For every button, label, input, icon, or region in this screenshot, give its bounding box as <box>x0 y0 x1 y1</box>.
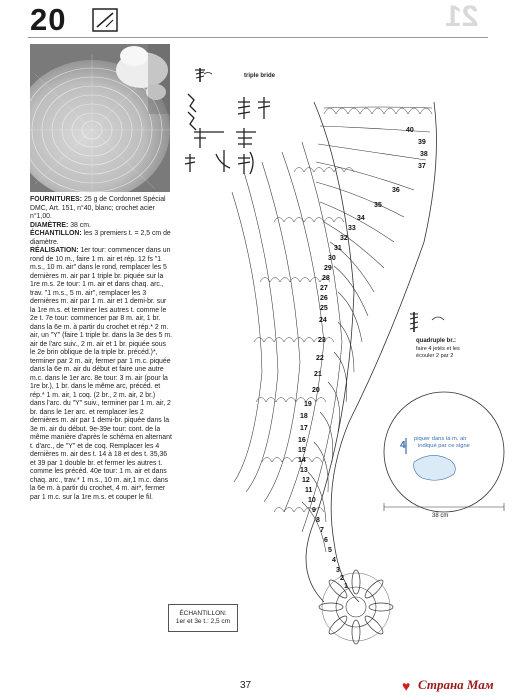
round-number: 16 <box>298 437 306 444</box>
round-number: 3 <box>336 567 340 574</box>
round-number: 9 <box>312 507 316 514</box>
sample-label: ÉCHANTILLON: <box>179 610 227 617</box>
doily-photo <box>30 44 170 192</box>
quadruple-legend <box>410 312 460 359</box>
diametre-text: 38 cm. <box>70 221 91 229</box>
round-number: 13 <box>300 467 308 474</box>
round-number: 19 <box>304 401 312 408</box>
sample-box <box>168 604 238 632</box>
round-number: 18 <box>300 413 308 420</box>
crochet-diagram <box>174 42 514 682</box>
diametre-label: DIAMÈTRE: <box>30 221 69 229</box>
round-number: 40 <box>406 127 414 134</box>
page-number: 37 <box>240 680 252 691</box>
round-number: 38 <box>420 151 428 158</box>
header <box>0 0 515 42</box>
round-number: 4 <box>332 557 336 564</box>
round-number: 2 <box>340 575 344 582</box>
round-number: 34 <box>357 215 365 222</box>
realisation-text: 1er tour: commencer dans un rond de 10 m., faire 1 m. air et rép. 12 fs "1 m.s., 10 m. air" dans le rond, remplacer les 5 dernières m. air par 1 triple br. piquée sur la 1re m.s. 2e tour: 1 m. air et dans chaq. arc., trav. "1 m.s., 5 m. air", remplacer les 3 dernières m. air par 1 m. air et 1 demi-br. sur la 1re m.s. et terminer les autres t. comme le 2e t. 7e tour: commencer par 8 m. air, 1 br. dans la 6e m. à partir du crochet et rép.* 2 m. air, un "Y" (faire 1 triple br. dans la 3e des 5 m. air de l'arc suiv., 2 m. air et 1 br. piquée sous le 2e brin oblique de la triple br. précéd.)*, terminer par 2 m. air, fermer par 1 m.c. piquée dans la 6e m. air du début et faire une autre m.c. dans le 1er arc. 8e tour: 3 m. air (pour la 1re br.), 1 br. dans le même arc, précéd. et rép.* 1 m. air, 1 coq. (2 br., 2 m. air, 2 br.) dans l'arc. du "Y" suiv., terminer par 1 m. air, 2 br. dans le 1er arc. et remplacer les 2 dernières m. air par 1 demi-br. piquée dans la 3e m. air du début. 9e-39e tour: cont. de la même manière d'après le schéma en alternant t. d'arc., de "Y" et de coq. Remplacer les 4 dernières m. air des t. 14 à 18 et des t. 35,36 et 39 par 1 double br. et fermer les autres t. comme les précéd. 40e tour: 1 m. air et dans chaq. arc., trav.* 1 m.s., 10 m. air,1 m.c. dans la 6e m. à partir du crochet, 4 m. air*, fermer par 1 m.c. sur la 1re m.s. et couper le fil. <box>30 247 173 501</box>
round-number: 33 <box>348 225 356 232</box>
round-number: 30 <box>328 255 336 262</box>
header-rule <box>28 37 488 38</box>
ghost-page-number: 21 <box>445 0 479 33</box>
round-number: 32 <box>340 235 348 242</box>
round-number: 22 <box>316 355 324 362</box>
round-number: 23 <box>318 337 326 344</box>
round-number: 25 <box>320 305 328 312</box>
info-circle-text-1: piquer dans la m. air <box>414 436 467 442</box>
size-info <box>384 392 504 519</box>
round-number: 26 <box>320 295 328 302</box>
legend-quadruple-desc-1: faire 4 jetés et les <box>416 346 460 352</box>
watermark <box>400 672 515 700</box>
round-number: 14 <box>298 457 306 464</box>
arc-loops <box>254 108 432 512</box>
round-number: 27 <box>320 285 328 292</box>
info-circle-text-2: indiqué par ce signe <box>418 443 470 449</box>
round-number: 17 <box>300 425 308 432</box>
pattern-number: 20 <box>30 2 67 37</box>
dimension-label: 38 cm <box>432 513 449 519</box>
round-number: 7 <box>320 527 324 534</box>
round-number: 39 <box>418 139 426 146</box>
round-number: 11 <box>305 487 313 494</box>
round-number: 8 <box>316 517 320 524</box>
heart-icon: ♥ <box>402 678 411 694</box>
round-number: 20 <box>312 387 320 394</box>
round-number: 36 <box>392 187 400 194</box>
fournitures-text: 25 g de Cordonnet Spécial DMC, Art. 151, n°40, blanc; crochet acier n°1,00. <box>30 196 166 220</box>
round-number: 5 <box>328 547 332 554</box>
round-number: 6 <box>324 537 328 544</box>
info-circle-number: 4 <box>400 440 406 451</box>
round-number: 15 <box>298 447 306 454</box>
round-number: 10 <box>308 497 316 504</box>
stitch-legend <box>185 68 276 174</box>
round-number: 12 <box>302 477 310 484</box>
round-number: 37 <box>418 163 426 170</box>
round-number: 21 <box>314 371 322 378</box>
doily-chart <box>232 102 436 602</box>
pattern-icon <box>92 8 118 32</box>
round-number: 1 <box>344 583 348 590</box>
legend-triple-bride: triple bride <box>244 73 276 79</box>
legend-quadruple-label: quadruple br.: <box>416 338 457 344</box>
watermark-text: Страна Мам <box>418 677 494 692</box>
fournitures-label: FOURNITURES: <box>30 196 83 203</box>
realisation-label: RÉALISATION: <box>30 247 79 254</box>
center-flower <box>319 570 393 644</box>
round-number: 35 <box>374 202 382 209</box>
echantillon-label: ÉCHANTILLON: <box>30 230 82 237</box>
round-number: 31 <box>334 245 342 252</box>
round-number: 28 <box>322 275 330 282</box>
sample-value: 1er et 3e t.: 2,5 cm <box>175 618 231 625</box>
round-number: 29 <box>324 265 332 272</box>
echantillon-text: les 3 premiers t. = 2,5 cm de diamètre. <box>30 230 171 246</box>
instructions-text <box>30 196 172 502</box>
round-number: 24 <box>319 317 327 324</box>
legend-quadruple-desc-2: écouler 2 par 2 <box>416 353 454 359</box>
